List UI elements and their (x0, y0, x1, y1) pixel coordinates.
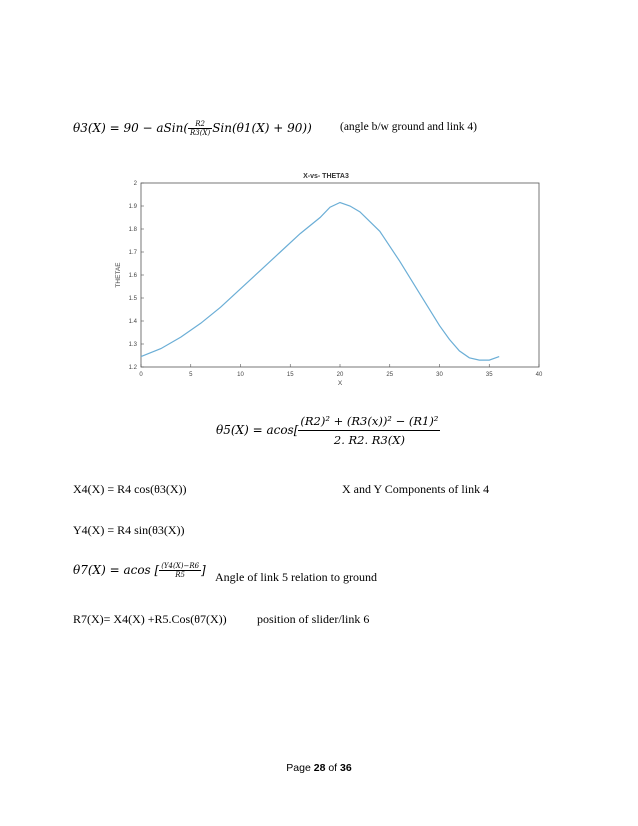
theta7-equation (73, 562, 206, 579)
theta5-equation (216, 414, 440, 447)
chart-y-tick-label: 2 (133, 181, 137, 187)
chart-x-tick-label: 30 (436, 372, 443, 378)
chart-x-tick-label: 20 (336, 372, 344, 378)
chart-y-tick-label: 1.9 (128, 204, 137, 210)
theta3-frac-num: R2 (195, 120, 205, 128)
theta3-note: (angle b/w ground and link 4) (340, 121, 478, 133)
chart-y-tick-label: 1.3 (128, 342, 137, 348)
chart-y-tick-label: 1.8 (128, 227, 137, 233)
chart-x-tick-label: 5 (189, 372, 193, 378)
theta5-frac-den: 2. R2. R3(X) (298, 430, 440, 447)
theta7-lhs: θ7(X) = acos [ (73, 563, 160, 577)
theta7-note: Angle of link 5 relation to ground (215, 570, 377, 584)
chart-title: X-vs- THETA3 (303, 173, 349, 180)
y4-equation: Y4(X) = R4 sin(θ3(X)) (73, 523, 185, 537)
footer-of-word: of (328, 762, 338, 774)
chart-x-tick-label: 0 (139, 372, 143, 378)
footer-total-pages: 36 (340, 762, 352, 774)
theta5-frac-num: (R2)² + (R3(x))² − (R1)² (300, 414, 439, 428)
x4-equation: X4(X) = R4 cos(θ3(X)) (73, 482, 187, 496)
r7-equation: R7(X)= X4(X) +R5.Cos(θ7(X)) (73, 612, 227, 626)
theta7-frac-num: (Y4(X)−R6 (161, 562, 200, 570)
chart-x-label: X (337, 380, 343, 387)
footer-page-word: Page (286, 762, 311, 774)
theta3-chart (108, 166, 554, 392)
chart-y-tick-label: 1.4 (128, 319, 137, 325)
footer-current-page: 28 (313, 762, 326, 774)
chart-x-tick-label: 25 (386, 372, 394, 378)
chart-x-tick-label: 35 (485, 372, 493, 378)
chart-y-tick-label: 1.6 (128, 273, 137, 279)
theta7-rhs: ] (201, 563, 206, 577)
chart-axes-box (141, 183, 539, 367)
x4-note: X and Y Components of link 4 (342, 482, 490, 496)
chart-y-tick-label: 1.5 (128, 296, 137, 302)
theta3-frac-den: R3(X) (190, 129, 211, 137)
r7-note: position of slider/link 6 (257, 612, 370, 626)
theta7-frac-den: R5 (159, 570, 201, 579)
theta3-lhs: θ3(X) = 90 − aSin( (73, 121, 189, 135)
chart-x-tick-label: 15 (286, 372, 294, 378)
theta5-lhs: θ5(X) = acos[ (216, 423, 299, 437)
chart-y-label: THETAE (115, 262, 122, 288)
page-footer (0, 762, 638, 774)
chart-y-tick-label: 1.2 (128, 365, 137, 371)
chart-x-tick-label: 10 (237, 372, 244, 378)
theta3-equation (73, 120, 312, 137)
theta3-rhs: Sin(θ1(X) + 90)) (212, 121, 312, 135)
chart-x-tick-label: 40 (535, 372, 543, 378)
chart-y-tick-label: 1.7 (128, 250, 137, 256)
